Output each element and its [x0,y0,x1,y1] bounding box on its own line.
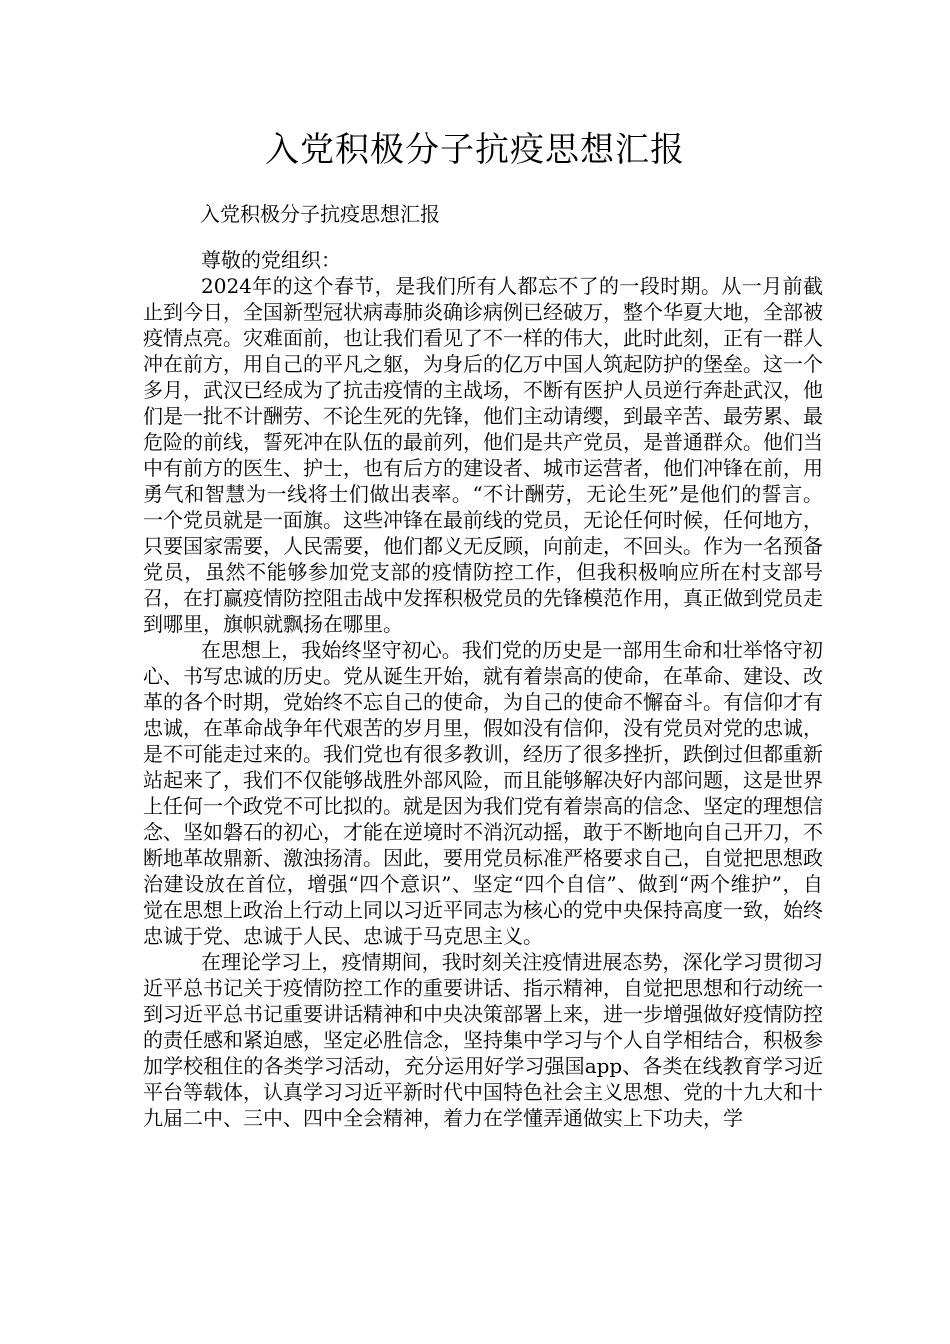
document-body [143,247,823,1131]
body-paragraph: 2024年的这个春节，是我们所有人都忘不了的一段时期。从一月前截止到今日，全国新型冠状病毒肺炎确诊病例已经破万，整个华夏大地，全部被疫情点亮。灾难面前，也让我们看见了不一样的伟大，此时此刻，正有一群人冲在前方，用自己的平凡之躯，为身后的亿万中国人筑起防护的堡垒。这一个多月，武汉已经成为了抗击疫情的主战场，不断有医护人员逆行奔赴武汉，他们是一批不计酬劳、不论生死的先锋，他们主动请缨，到最辛苦、最劳累、最危险的前线，誓死冲在队伍的最前列，他们是共产党员，是普通群众。他们当中有前方的医生、护士，也有后方的建设者、城市运营者，他们冲锋在前，用勇气和智慧为一线将士们做出表率。“不计酬劳，无论生死”是他们的誓言。一个党员就是一面旗。这些冲锋在最前线的党员，无论任何时候，任何地方，只要国家需要，人民需要，他们都义无反顾，向前走，不回头。作为一名预备党员，虽然不能够参加党支部的疫情防控工作，但我积极响应所在村支部号召，在打赢疫情防控阻击战中发挥积极党员的先锋模范作用，真正做到党员走到哪里，旗帜就飘扬在哪里。 [143,274,823,636]
salutation: 尊敬的党组织： [201,248,341,272]
body-paragraph: 在理论学习上，疫情期间，我时刻关注疫情进展态势，深化学习贯彻习近平总书记关于疫情防控工作的重要讲话、指示精神，自觉把思想和行动统一到习近平总书记重要讲话精神和中央决策部署上来，进一步增强做好疫情防控的责任感和紧迫感，坚定必胜信念，坚持集中学习与个人自学相结合，积极参加学校租住的各类学习活动，充分运用好学习强国app、各类在线教育学习近平台等载体，认真学习习近平新时代中国特色社会主义思想、党的十九大和十九届二中、三中、四中全会精神，着力在学懂弄通做实上下功夫，学 [143,950,823,1130]
document-subtitle: 入党积极分子抗疫思想汇报 [200,202,440,226]
document-title: 入党积极分子抗疫思想汇报 [265,130,685,170]
body-paragraph: 在思想上，我始终坚守初心。我们党的历史是一部用生命和壮举恪守初心、书写忠诚的历史。党从诞生开始，就有着崇高的使命，在革命、建设、改革的各个时期，党始终不忘自己的使命，为自己的使命不懈奋斗。有信仰才有忠诚，在革命战争年代艰苦的岁月里，假如没有信仰，没有党员对党的忠诚，是不可能走过来的。我们党也有很多教训，经历了很多挫折，跌倒过但都重新站起来了，我们不仅能够战胜外部风险，而且能够解决好内部问题，这是世界上任何一个政党不可比拟的。就是因为我们党有着崇高的信念、坚定的理想信念、坚如磐石的初心，才能在逆境时不消沉动摇，敢于不断地向自己开刀，不断地革故鼎新、激浊扬清。因此，要用党员标准严格要求自己，自觉把思想政治建设放在首位，增强“四个意识”、坚定“四个自信”、做到“两个维护”，自觉在思想上政治上行动上同以习近平同志为核心的党中央保持高度一致，始终忠诚于党、忠诚于人民、忠诚于马克思主义。 [143,638,823,948]
